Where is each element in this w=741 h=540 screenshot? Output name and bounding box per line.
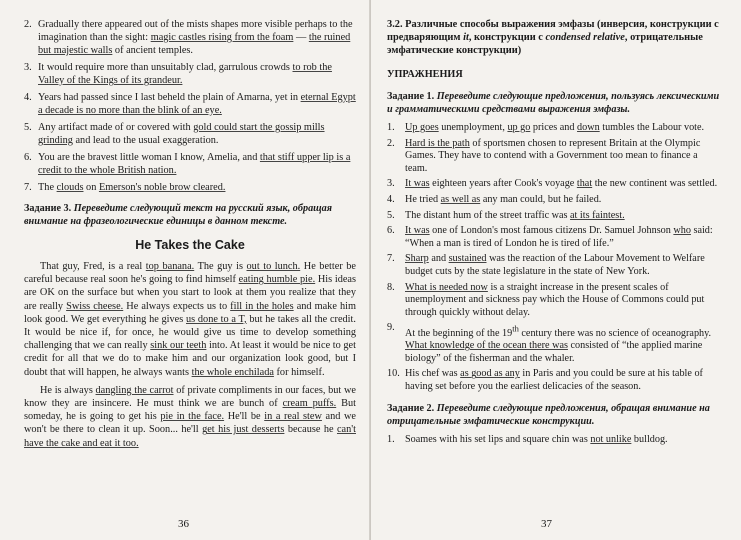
sentence-item [387,322,721,365]
list-text: He tried as well as any man could, but he failed. [405,193,602,205]
sentence-item [24,91,356,117]
list-number: 5. [387,209,395,221]
sentence-item [387,282,721,320]
list-text: His chef was as good as any in Paris and you could be sure at his table of having set before you the earliest delicacies of the season. [405,368,703,393]
sentence-item [387,178,721,191]
page-number-right: 37 [541,518,552,530]
list-text: The clouds on Emerson's noble brow cleared. [38,182,226,193]
list-text: Gradually there appeared out of the mists shapes more visible perhaps to the imagination than the sight: magic castles rising from the foam — the ruined but majestic walls of ancient temples. [38,19,353,56]
sentence-item [24,18,356,57]
story-paragraph: He is always dangling the carrot of private compliments in our faces, but we know they are insincere. He must think we are bunch of cream puffs. But someday, he is going to get his pie in the face. He'll be in a real stew and we won't be there to clean it up. Soon... he'll get his just desserts because he can't have the cake and eat it too. [24,384,357,449]
task2-instruction: Переведите следующие предложения, обращая внимание на отрицательные эмфатические конструкции. [387,402,710,427]
task1-instruction: Переведите следующие предложения, пользуясь лексическими и грамматическими средствами выражения эмфазы. [387,91,720,115]
sentence-item [24,61,356,87]
task3-label: Задание 3. [24,203,72,214]
list-text: It would require more than unsuitably clad, garrulous crowds to rob the Valley of the Kings of its grandeur. [38,62,332,86]
list-text: Hard is the path of sportsmen chosen to represent Britain at the Olympic Games. They have to contend with a Government too mean to finance a team. [405,137,701,174]
list-text: Sharp and sustained was the reaction of the Labour Movement to Welfare budget cuts by the state legislature in the state of New York. [405,253,705,277]
list-number: 1. [387,433,395,445]
list-text: At the beginning of the 19th century there was no science of oceanography. What knowledge of the ocean there was consisted of “the applied marine biology” of the fisherman and the whaler. [405,323,712,364]
list-text: Up goes unemployment, up go prices and down tumbles the Labour vote. [405,122,705,133]
task1-label: Задание 1. [387,91,435,102]
list-text: It was eighteen years after Cook's voyage that the new continent was settled. [405,178,718,190]
page-number-left: 36 [178,518,189,530]
section-title: 3.2. Различные способы выражения эмфазы (инверсия, конструкции с предваряющим it, конструкции с condensed relative, отрицательные эмфатические конструкции) [387,19,719,56]
sentence-item [387,368,721,393]
list-text: It was one of London's most famous citizens Dr. Samuel Johnson who said: “When a man is tired of London he is tired of life.” [405,225,713,249]
story-title: He Takes the Cake [135,238,245,252]
list-text: What is needed now is a straight increase in the present scales of unemployment and sickness pay which the House of Commons could put through quickly without delay. [405,281,705,318]
story-paragraph: That guy, Fred, is a real top banana. The guy is out to lunch. He better be careful because real soon he's going to find himself eating humble pie. His ideas are OK on the surface but when you start to look at them you realize that they are really Swiss cheese. He always expects us to fill in the holes and make him look good. We get everything he gives us done to a T, but he takes all the credit. It would be nice if, for once, he would give us time to develop something challenging that we can really sink our teeth into. At least it would be nice to get credit for all that we do to make him and our organization look good, but I doubt that will happen, he always wants the whole enchilada for himself. [24,261,357,378]
list-number: 8. [387,281,395,293]
task1-heading [387,90,721,116]
list-number: 1. [387,122,395,133]
exercises-heading: УПРАЖНЕНИЯ [387,69,463,80]
sentence-item [387,194,721,207]
task2-label: Задание 2. [387,402,435,414]
left-page [0,0,370,540]
sentence-item [387,210,721,223]
sentence-item [24,181,356,194]
task3-instruction: Переведите следующий текст на русский язык, обращая внимание на фразеологические единицы в данном тексте. [24,203,332,227]
list-number: 2. [24,19,32,30]
sentence-item [387,122,721,135]
sentence-item [387,253,721,278]
list-text: Years had passed since I last beheld the plain of Amarna, yet in eternal Egypt a decade is no more than the blink of an eye. [38,92,356,116]
list-number: 3. [24,62,32,73]
list-text: The distant hum of the street traffic was at its faintest. [405,209,625,221]
left-sentence-list [24,18,356,194]
list-number: 7. [24,182,32,193]
task2-heading [387,402,721,428]
list-number: 6. [387,225,395,237]
list-number: 9. [387,322,395,334]
list-number: 5. [24,122,32,133]
list-number: 10. [387,368,400,380]
list-number: 4. [387,193,395,205]
list-text: Any artifact made of or covered with gold could start the gossip mills grinding and lead to the usual exaggeration. [38,122,325,146]
list-number: 2. [387,137,395,149]
list-number: 4. [24,92,32,103]
task2-sentence-list [387,434,721,447]
list-number: 3. [387,178,395,190]
right-sentence-list [387,122,721,394]
list-number: 6. [24,152,32,163]
sentence-item [24,121,356,147]
sentence-item [387,138,721,176]
sentence-item [387,434,721,447]
sentence-item [387,225,721,250]
sentence-item [24,151,356,177]
list-text: Soames with his set lips and square chin was not unlike bulldog. [405,433,668,445]
story-body [24,260,356,450]
list-number: 7. [387,253,395,265]
right-page [371,0,741,540]
list-text: You are the bravest little woman I know, Amelia, and that stiff upper lip is a credit to the whole British nation. [38,152,351,176]
task3-heading [24,202,356,228]
